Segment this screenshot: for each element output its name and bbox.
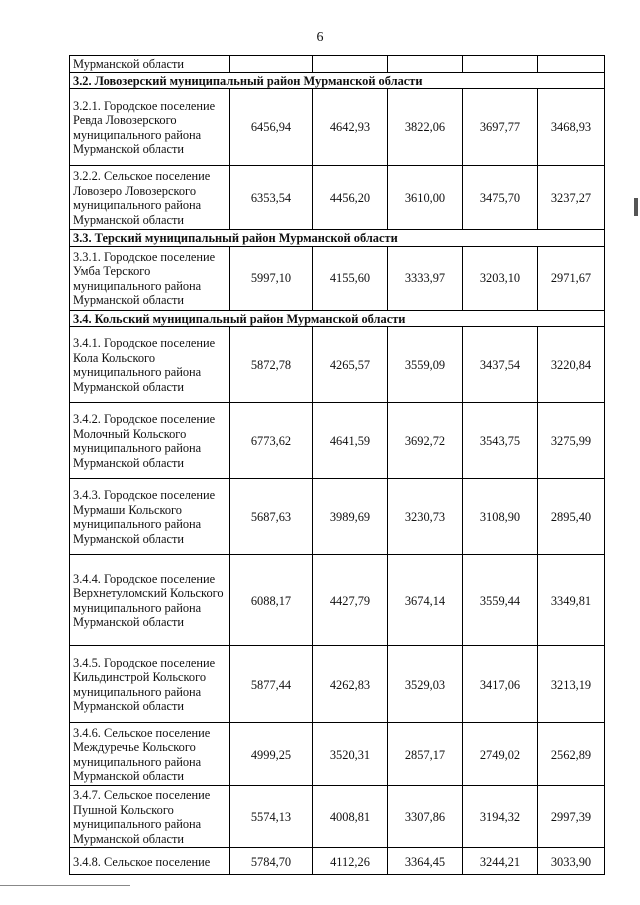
value-cell: 4265,57 bbox=[313, 327, 388, 403]
value-cell bbox=[463, 56, 538, 73]
value-cell: 3275,99 bbox=[538, 403, 605, 479]
value-cell: 3610,00 bbox=[388, 166, 463, 230]
value-cell: 5687,63 bbox=[230, 479, 313, 555]
value-cell: 3822,06 bbox=[388, 89, 463, 166]
value-cell: 4641,59 bbox=[313, 403, 388, 479]
value-cell: 3543,75 bbox=[463, 403, 538, 479]
table-row bbox=[70, 848, 605, 875]
row-name: 3.2.1. Городское поселение Ревда Ловозерского муниципального района Мурманской области bbox=[70, 89, 230, 166]
footer-line bbox=[0, 885, 130, 886]
value-cell: 3203,10 bbox=[463, 246, 538, 310]
value-cell: 3213,19 bbox=[538, 646, 605, 723]
value-cell: 3349,81 bbox=[538, 555, 605, 646]
value-cell: 5784,70 bbox=[230, 848, 313, 875]
value-cell: 6773,62 bbox=[230, 403, 313, 479]
row-name: 3.4.1. Городское поселение Кола Кольского муниципального района Мурманской области bbox=[70, 327, 230, 403]
table-row bbox=[70, 555, 605, 646]
value-cell: 2749,02 bbox=[463, 723, 538, 786]
section-header-row bbox=[70, 230, 605, 247]
row-name: 3.4.6. Сельское поселение Междуречье Кольского муниципального района Мурманской области bbox=[70, 723, 230, 786]
row-name: 3.4.7. Сельское поселение Пушной Кольского муниципального района Мурманской области bbox=[70, 786, 230, 848]
value-cell: 3475,70 bbox=[463, 166, 538, 230]
value-cell: 3108,90 bbox=[463, 479, 538, 555]
value-cell: 4456,20 bbox=[313, 166, 388, 230]
value-cell: 3333,97 bbox=[388, 246, 463, 310]
row-name: Мурманской области bbox=[70, 56, 230, 73]
row-name: 3.4.2. Городское поселение Молочный Кольского муниципального района Мурманской области bbox=[70, 403, 230, 479]
value-cell: 6088,17 bbox=[230, 555, 313, 646]
value-cell: 5872,78 bbox=[230, 327, 313, 403]
row-name: 3.4.3. Городское поселение Мурмаши Кольского муниципального района Мурманской области bbox=[70, 479, 230, 555]
table-row bbox=[70, 327, 605, 403]
table-row bbox=[70, 403, 605, 479]
row-name: 3.4.5. Городское поселение Кильдинстрой Кольского муниципального района Мурманской области bbox=[70, 646, 230, 723]
value-cell: 5574,13 bbox=[230, 786, 313, 848]
value-cell: 3529,03 bbox=[388, 646, 463, 723]
value-cell: 2562,89 bbox=[538, 723, 605, 786]
table-row bbox=[70, 786, 605, 848]
value-cell: 5877,44 bbox=[230, 646, 313, 723]
table-row bbox=[70, 56, 605, 73]
value-cell: 3230,73 bbox=[388, 479, 463, 555]
value-cell bbox=[538, 56, 605, 73]
value-cell: 3437,54 bbox=[463, 327, 538, 403]
table-row bbox=[70, 479, 605, 555]
table-row bbox=[70, 246, 605, 310]
section-title: 3.4. Кольский муниципальный район Мурманской области bbox=[70, 310, 605, 327]
row-name: 3.4.8. Сельское поселение bbox=[70, 848, 230, 875]
value-cell: 6353,54 bbox=[230, 166, 313, 230]
value-cell: 3697,77 bbox=[463, 89, 538, 166]
table-body bbox=[70, 56, 605, 875]
value-cell: 3559,44 bbox=[463, 555, 538, 646]
value-cell: 4155,60 bbox=[313, 246, 388, 310]
page-number: 6 bbox=[316, 30, 324, 45]
value-cell: 4427,79 bbox=[313, 555, 388, 646]
value-cell: 2997,39 bbox=[538, 786, 605, 848]
table-row bbox=[70, 166, 605, 230]
value-cell: 3220,84 bbox=[538, 327, 605, 403]
value-cell: 2857,17 bbox=[388, 723, 463, 786]
value-cell: 3559,09 bbox=[388, 327, 463, 403]
value-cell: 3194,32 bbox=[463, 786, 538, 848]
value-cell: 5997,10 bbox=[230, 246, 313, 310]
section-title: 3.2. Ловозерский муниципальный район Мурманской области bbox=[70, 72, 605, 89]
value-cell: 4999,25 bbox=[230, 723, 313, 786]
section-header-row bbox=[70, 72, 605, 89]
value-cell: 3692,72 bbox=[388, 403, 463, 479]
value-cell: 2971,67 bbox=[538, 246, 605, 310]
value-cell: 4262,83 bbox=[313, 646, 388, 723]
value-cell: 3307,86 bbox=[388, 786, 463, 848]
row-name: 3.2.2. Сельское поселение Ловозеро Ловозерского муниципального района Мурманской области bbox=[70, 166, 230, 230]
value-cell: 3364,45 bbox=[388, 848, 463, 875]
value-cell: 3468,93 bbox=[538, 89, 605, 166]
value-cell bbox=[230, 56, 313, 73]
table-row bbox=[70, 89, 605, 166]
value-cell: 3033,90 bbox=[538, 848, 605, 875]
value-cell: 4112,26 bbox=[313, 848, 388, 875]
row-name: 3.3.1. Городское поселение Умба Терского муниципального района Мурманской области bbox=[70, 246, 230, 310]
value-cell: 3674,14 bbox=[388, 555, 463, 646]
value-cell: 6456,94 bbox=[230, 89, 313, 166]
value-cell: 4642,93 bbox=[313, 89, 388, 166]
row-name: 3.4.4. Городское поселение Верхнетуломский Кольского муниципального района Мурманской области bbox=[70, 555, 230, 646]
value-cell: 4008,81 bbox=[313, 786, 388, 848]
value-cell: 3417,06 bbox=[463, 646, 538, 723]
section-title: 3.3. Терский муниципальный район Мурманской области bbox=[70, 230, 605, 247]
tariff-table bbox=[69, 55, 605, 875]
value-cell: 2895,40 bbox=[538, 479, 605, 555]
value-cell bbox=[313, 56, 388, 73]
value-cell: 3520,31 bbox=[313, 723, 388, 786]
section-header-row bbox=[70, 310, 605, 327]
value-cell: 3989,69 bbox=[313, 479, 388, 555]
value-cell: 3244,21 bbox=[463, 848, 538, 875]
scan-edge-mark bbox=[634, 198, 638, 216]
table-row bbox=[70, 646, 605, 723]
value-cell: 3237,27 bbox=[538, 166, 605, 230]
table-row bbox=[70, 723, 605, 786]
value-cell bbox=[388, 56, 463, 73]
